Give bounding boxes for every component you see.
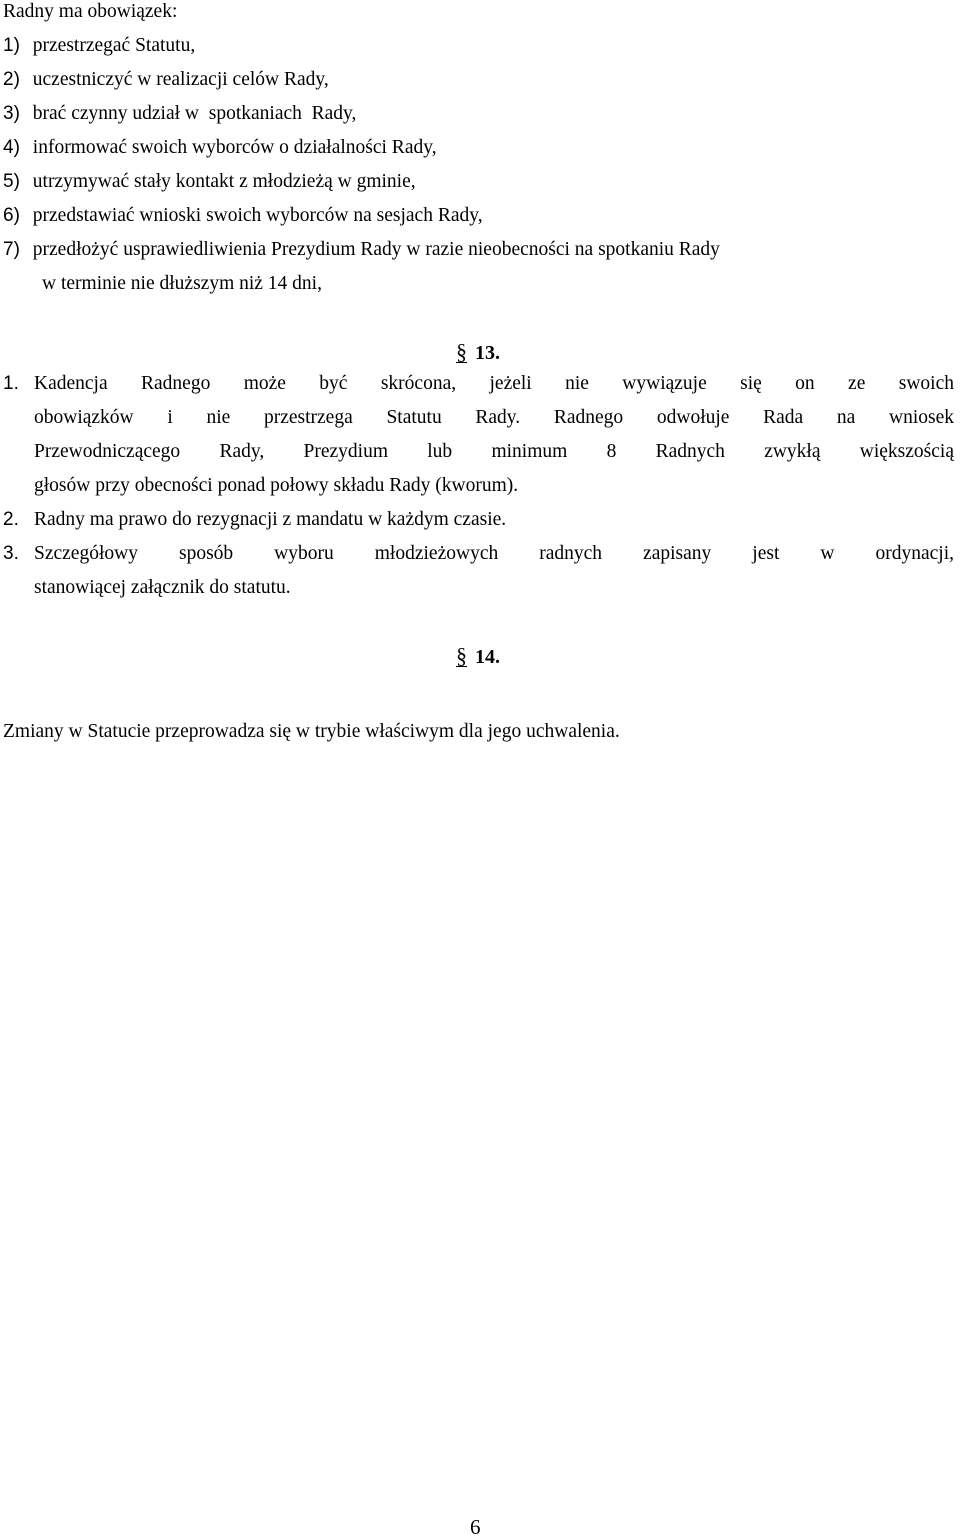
point-number: 3. bbox=[3, 543, 19, 564]
duty-item-6 bbox=[3, 204, 483, 228]
duty-item-1 bbox=[3, 34, 195, 58]
duty-text: utrzymywać stały kontakt z młodzieżą w gminie, bbox=[32, 171, 416, 192]
section-13-heading bbox=[456, 340, 500, 365]
duty-text: przedstawiać wnioski swoich wyborców na sesjach Rady, bbox=[32, 205, 483, 226]
duty-item-2 bbox=[3, 68, 329, 92]
duty-text: uczestniczyć w realizacji celów Rady, bbox=[32, 69, 329, 90]
duty-text: brać czynny udział w spotkaniach Rady, bbox=[32, 103, 357, 124]
duty-item-4 bbox=[3, 136, 437, 160]
section-symbol: § bbox=[456, 339, 467, 364]
duty-item-7-continuation: w terminie nie dłuższym niż 14 dni, bbox=[42, 273, 322, 294]
duty-number: 1) bbox=[3, 35, 20, 56]
duties-intro: Radny ma obowiązek: bbox=[3, 1, 178, 22]
duty-number: 5) bbox=[3, 171, 20, 192]
duty-text: przestrzegać Statutu, bbox=[32, 35, 196, 56]
duty-text: przedłożyć usprawiedliwienia Prezydium Rady w razie nieobecności na spotkaniu Rady bbox=[32, 239, 720, 260]
point-1-line-3: Przewodniczącego Rady, Prezydium lub minimum 8 Radnych zwykłą większością bbox=[34, 441, 954, 462]
point-2-line-1: Radny ma prawo do rezygnacji z mandatu w każdym czasie. bbox=[34, 509, 507, 530]
point-number: 1. bbox=[3, 373, 19, 394]
duty-number: 2) bbox=[3, 69, 20, 90]
duty-text: informować swoich wyborców o działalności Rady, bbox=[32, 137, 437, 158]
section-14-title: 14. bbox=[475, 646, 500, 668]
point-3-line-1: Szczegółowy sposób wyboru młodzieżowych radnych zapisany jest w ordynacji, bbox=[34, 543, 954, 564]
section-14-text: Zmiany w Statucie przeprowadza się w trybie właściwym dla jego uchwalenia. bbox=[3, 721, 620, 742]
section-13-title: 13. bbox=[475, 342, 500, 364]
point-number: 2. bbox=[3, 509, 19, 530]
duty-number: 7) bbox=[3, 239, 20, 260]
duty-number: 4) bbox=[3, 137, 20, 158]
section-symbol: § bbox=[456, 643, 467, 668]
duty-number: 3) bbox=[3, 103, 20, 124]
page-number: 6 bbox=[470, 1515, 481, 1539]
duty-item-5 bbox=[3, 170, 416, 194]
point-1-line-1: Kadencja Radnego może być skrócona, jeżeli nie wywiązuje się on ze swoich bbox=[34, 373, 954, 394]
duty-number: 6) bbox=[3, 205, 20, 226]
duty-item-7 bbox=[3, 238, 720, 262]
point-1-line-4: głosów przy obecności ponad połowy składu Rady (kworum). bbox=[34, 475, 519, 496]
point-3-line-2: stanowiącej załącznik do statutu. bbox=[34, 577, 291, 598]
duty-item-3 bbox=[3, 102, 356, 126]
section-14-heading bbox=[456, 644, 500, 669]
point-1-line-2: obowiązków i nie przestrzega Statutu Rady. Radnego odwołuje Rada na wniosek bbox=[34, 407, 954, 428]
